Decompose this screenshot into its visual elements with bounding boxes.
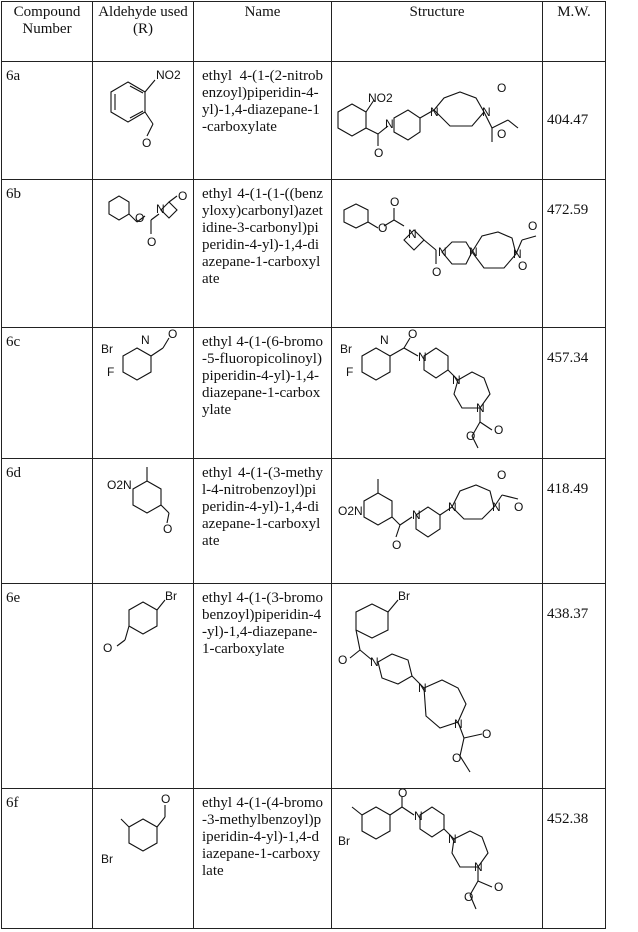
table-row	[2, 62, 606, 180]
compound-name: ethyl 4-(1-(6-bromo-5-fluoropicolinoyl)piperidin-4-yl)-1,4-diazepane-1-carboxylate	[202, 334, 323, 418]
aldehyde-label: F	[107, 365, 115, 379]
structure-6d-image	[332, 459, 542, 582]
aldehyde-label: Br	[101, 342, 113, 356]
structure-label: O	[497, 127, 507, 141]
structure-cell	[332, 459, 543, 584]
aldehyde-6f-image	[93, 789, 193, 927]
aldehyde-label: N	[141, 333, 150, 347]
structure-6f-image	[332, 789, 542, 927]
compound-table	[1, 1, 606, 929]
compound-name: ethyl 4-(1-(4-bromo-3-methylbenzoyl)piperidin-4-yl)-1,4-diazepane-1-carboxylate	[202, 795, 323, 879]
structure-label: O	[494, 423, 504, 437]
aldehyde-label: O	[135, 211, 145, 225]
aldehyde-structure	[93, 180, 194, 328]
structure-label: O	[528, 219, 538, 233]
compound-name-cell	[194, 584, 332, 789]
aldehyde-label: O	[178, 189, 188, 203]
structure-label: O	[482, 727, 492, 741]
structure-label: N	[418, 681, 427, 695]
compound-name-cell	[194, 180, 332, 328]
aldehyde-label: O	[103, 641, 113, 655]
compound-name-cell	[194, 62, 332, 180]
structure-label: N	[418, 350, 427, 364]
structure-label: NO2	[368, 91, 393, 105]
structure-label: N	[448, 832, 457, 846]
structure-cell	[332, 789, 543, 929]
structure-label: N	[513, 247, 522, 261]
structure-label: O	[398, 789, 408, 800]
header-name: Name	[194, 2, 332, 62]
structure-6a-image	[332, 62, 542, 178]
compound-id: 6e	[2, 584, 93, 789]
structure-cell	[332, 62, 543, 180]
compound-id: 6b	[2, 180, 93, 328]
structure-label: O	[466, 429, 476, 443]
compound-name: ethyl 4-(1-(3-methyl-4-nitrobenzoyl)piperidin-4-yl)-1,4-diazepane-1-carboxylate	[202, 465, 323, 549]
structure-label: N	[452, 373, 461, 387]
aldehyde-label: Br	[165, 589, 177, 603]
structure-label: O2N	[338, 504, 363, 518]
structure-label: N	[412, 508, 421, 522]
structure-cell	[332, 180, 543, 328]
aldehyde-label: O	[163, 522, 173, 536]
structure-label: N	[438, 245, 447, 259]
structure-label: O	[497, 468, 507, 482]
structure-label: O	[464, 890, 474, 904]
compound-id: 6f	[2, 789, 93, 929]
molecular-weight: 438.37	[543, 584, 606, 789]
structure-label: N	[385, 117, 394, 131]
header-mw: M.W.	[543, 2, 606, 62]
molecular-weight: 457.34	[543, 328, 606, 459]
structure-label: Br	[338, 834, 350, 848]
header-structure: Structure	[332, 2, 543, 62]
structure-6b-image	[332, 180, 542, 326]
table-row	[2, 328, 606, 459]
structure-label: N	[370, 655, 379, 669]
aldehyde-6e-image	[93, 584, 193, 787]
molecular-weight: 404.47	[543, 62, 606, 180]
compound-id: 6d	[2, 459, 93, 584]
aldehyde-structure	[93, 789, 194, 929]
structure-label: F	[346, 365, 354, 379]
compound-name: ethyl 4-(1-(1-((benzyloxy)carbonyl)azetidine-3-carbonyl)piperidin-4-yl)-1,4-diazepane-1-carboxylate	[202, 186, 323, 287]
structure-label: N	[448, 500, 457, 514]
header-aldehyde-used: Aldehyde used (R)	[93, 2, 194, 62]
structure-label: N	[482, 105, 491, 119]
structure-cell	[332, 584, 543, 789]
compound-name-cell	[194, 328, 332, 459]
aldehyde-6c-image	[93, 328, 193, 457]
structure-label: O	[497, 81, 507, 95]
structure-label: O	[374, 146, 384, 160]
aldehyde-label: O	[147, 235, 157, 249]
header-row	[2, 2, 606, 62]
aldehyde-structure	[93, 459, 194, 584]
structure-label: O	[338, 653, 348, 667]
aldehyde-6b-image	[93, 180, 193, 326]
structure-label: N	[469, 245, 478, 259]
structure-label: N	[454, 717, 463, 731]
table-row	[2, 789, 606, 929]
aldehyde-label: Br	[101, 852, 113, 866]
aldehyde-label: N	[156, 202, 165, 216]
aldehyde-structure	[93, 584, 194, 789]
structure-label: N	[474, 860, 483, 874]
structure-label: N	[380, 333, 389, 347]
structure-label: N	[430, 105, 439, 119]
aldehyde-label: NO2	[156, 68, 181, 82]
compound-name-cell	[194, 789, 332, 929]
structure-label: O	[452, 751, 462, 765]
structure-label: O	[518, 259, 528, 273]
structure-label: O	[378, 221, 388, 235]
structure-6e-image	[332, 584, 542, 787]
aldehyde-6d-image	[93, 459, 193, 582]
header-compound-number: Compound Number	[2, 2, 93, 62]
aldehyde-label: O2N	[107, 478, 132, 492]
aldehyde-structure	[93, 62, 194, 180]
structure-6c-image	[332, 328, 542, 457]
compound-id: 6a	[2, 62, 93, 180]
structure-label: N	[408, 227, 417, 241]
structure-label: O	[432, 265, 442, 279]
aldehyde-label: O	[161, 792, 171, 806]
aldehyde-6a-image	[93, 62, 193, 178]
structure-label: Br	[340, 342, 352, 356]
aldehyde-label: O	[168, 328, 178, 341]
aldehyde-structure	[93, 328, 194, 459]
table-row	[2, 459, 606, 584]
compound-name: ethyl 4-(1-(2-nitrobenzoyl)piperidin-4-yl)-1,4-diazepane-1-carboxylate	[202, 68, 323, 135]
structure-label: O	[390, 195, 400, 209]
structure-label: O	[392, 538, 402, 552]
structure-cell	[332, 328, 543, 459]
structure-label: O	[494, 880, 504, 894]
table-row	[2, 180, 606, 328]
compound-name-cell	[194, 459, 332, 584]
structure-label: O	[514, 500, 524, 514]
structure-label: Br	[398, 589, 410, 603]
molecular-weight: 452.38	[543, 789, 606, 929]
structure-label: N	[492, 500, 501, 514]
compound-name: ethyl 4-(1-(3-bromobenzoyl)piperidin-4-yl)-1,4-diazepane-1-carboxylate	[202, 590, 323, 657]
compound-id: 6c	[2, 328, 93, 459]
molecular-weight: 418.49	[543, 459, 606, 584]
table-row	[2, 584, 606, 789]
structure-label: N	[414, 809, 423, 823]
structure-label: N	[476, 401, 485, 415]
aldehyde-label: O	[142, 136, 152, 150]
structure-label: O	[408, 328, 418, 341]
molecular-weight: 472.59	[543, 180, 606, 328]
